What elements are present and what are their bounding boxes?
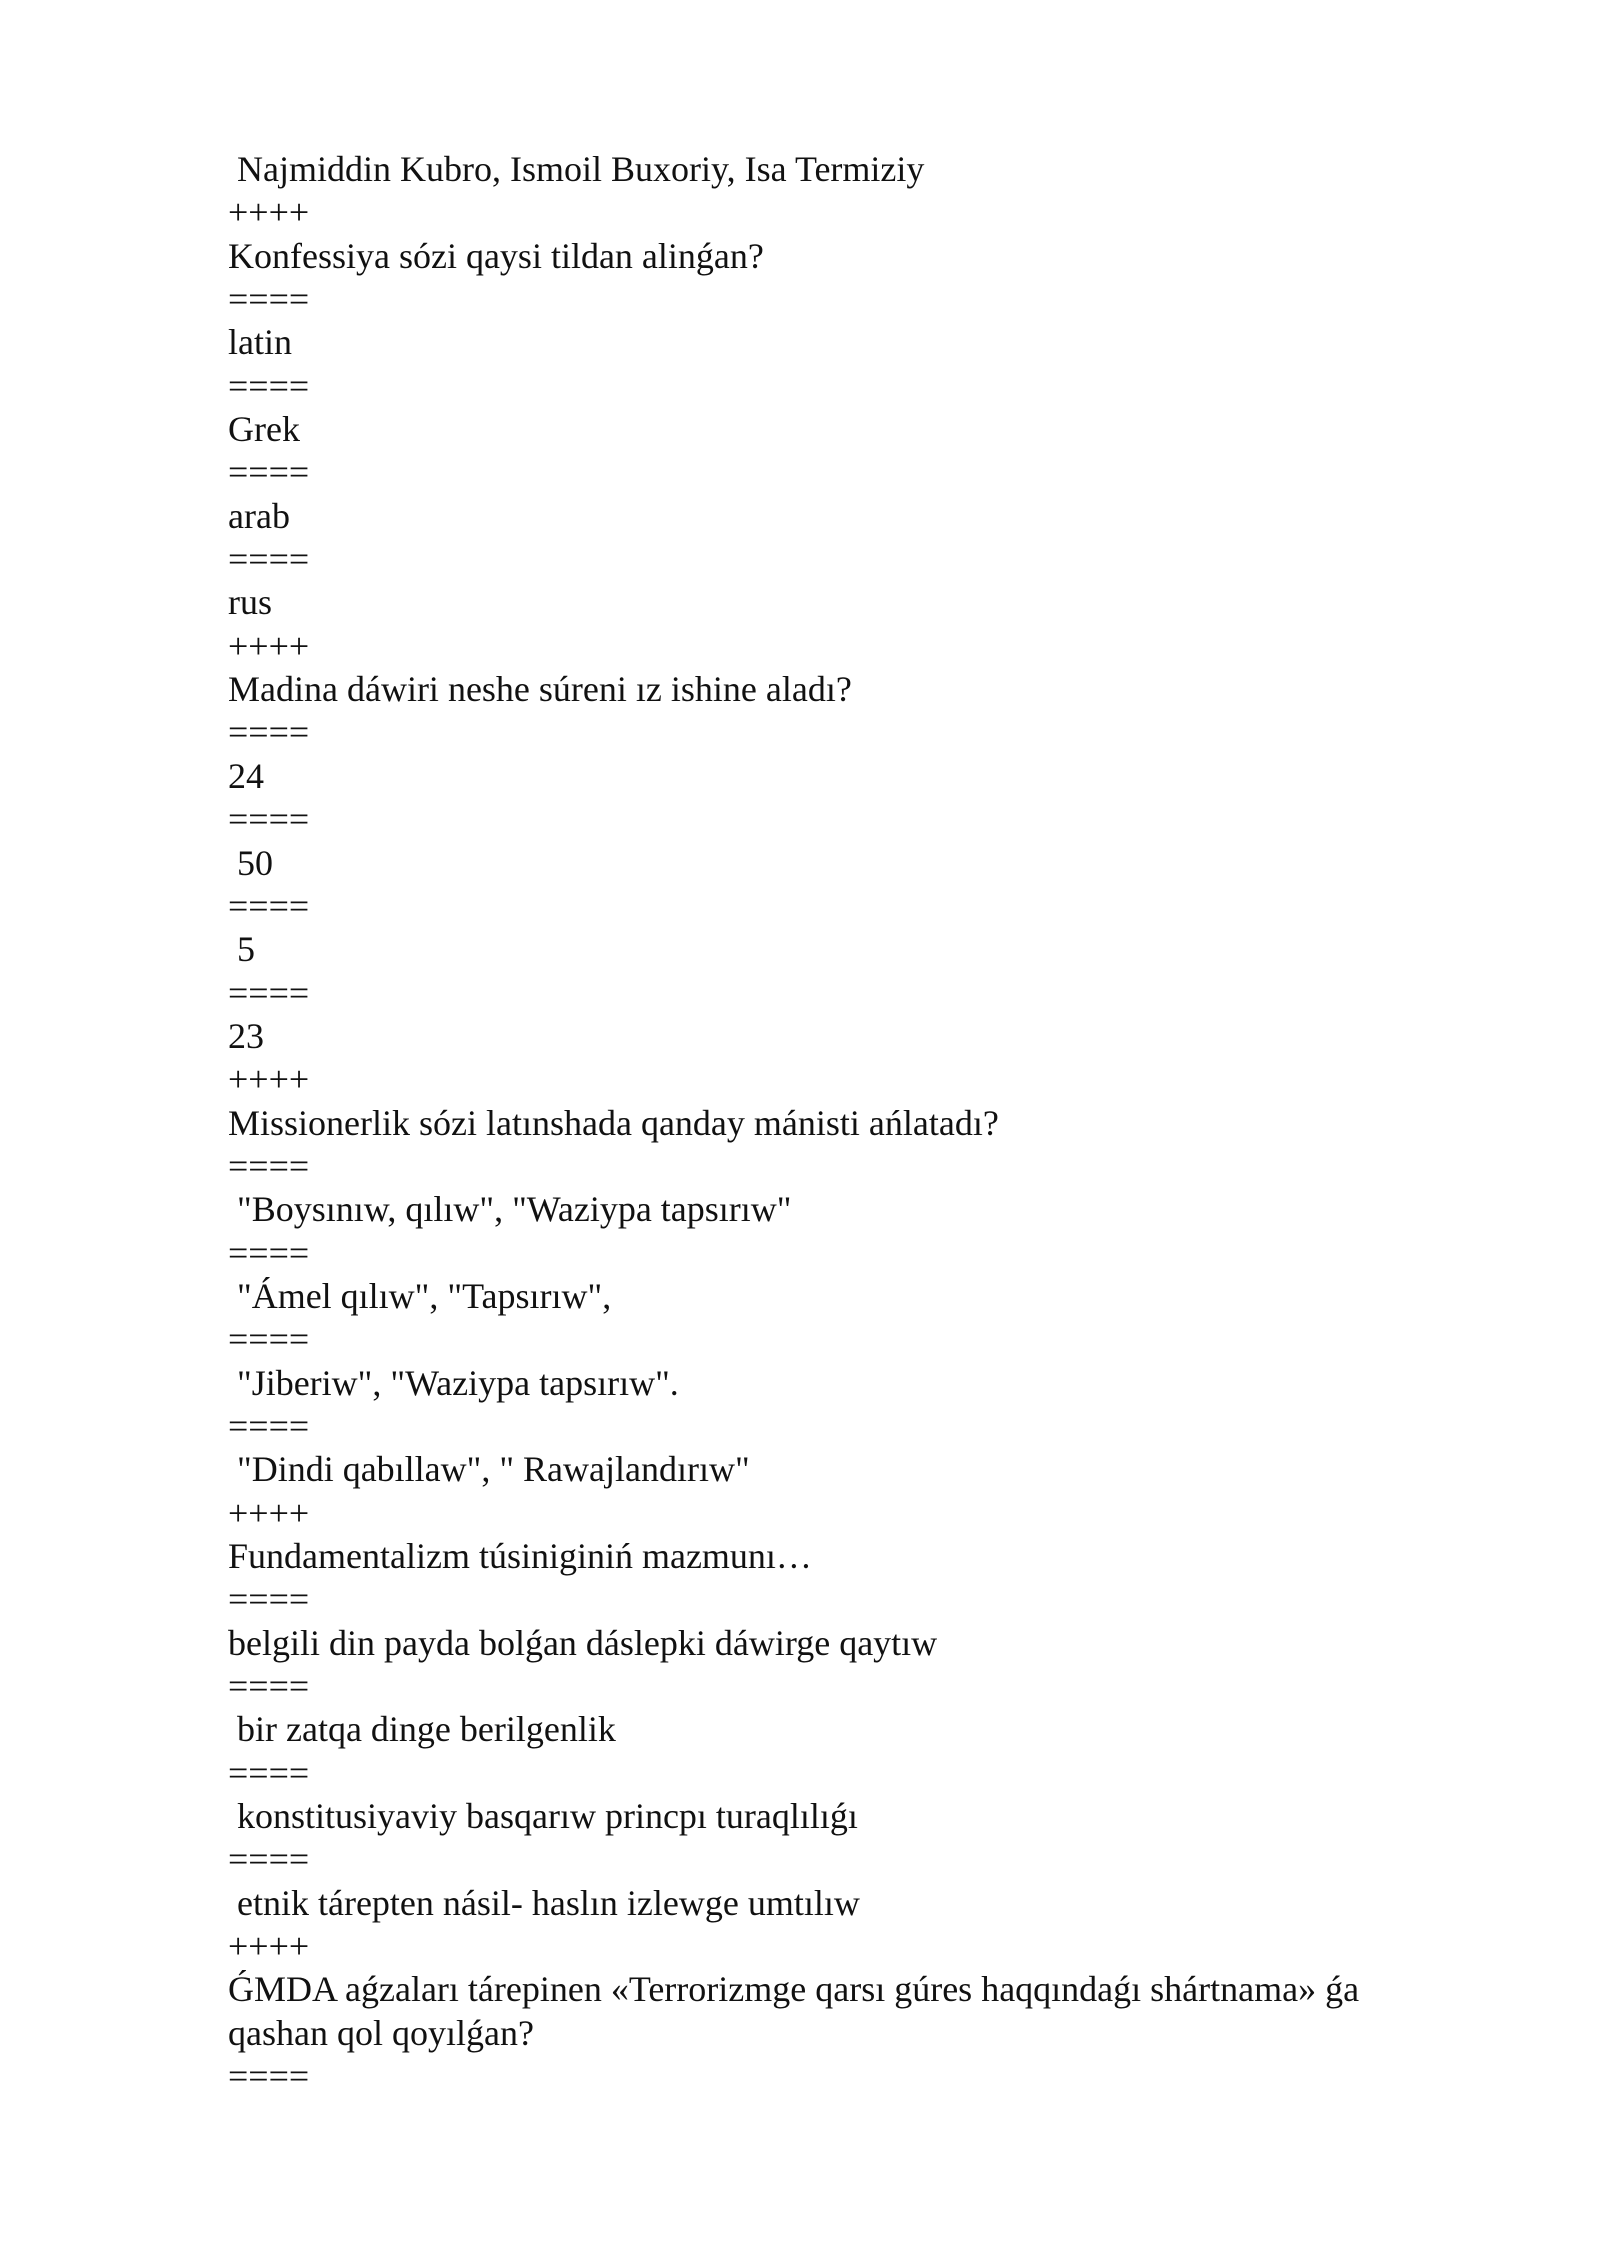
option-separator: ==== [228, 365, 310, 406]
option-separator: ==== [228, 1405, 310, 1446]
answer-option: 24 [228, 755, 264, 796]
answer-option: rus [228, 582, 272, 623]
option-separator: ==== [228, 885, 310, 926]
option-separator: ==== [228, 1666, 310, 1707]
option-separator: ==== [228, 452, 310, 493]
answer-option: etnik tárepten násil- haslın izlewge umtılıw [228, 1882, 860, 1923]
question-separator: ++++ [228, 1926, 310, 1967]
question-separator: ++++ [228, 1492, 310, 1533]
option-separator: ==== [228, 1145, 310, 1186]
answer-option: konstitusiyaviy basqarıw princpı turaqlılıǵı [228, 1796, 858, 1837]
answer-option: 5 [228, 929, 255, 970]
answer-option: "Ámel qılıw", "Tapsırıw", [228, 1275, 612, 1316]
answer-option: 23 [228, 1015, 264, 1056]
answer-option: bir zatqa dinge berilgenlik [228, 1709, 616, 1750]
option-separator: ==== [228, 539, 310, 580]
question-text: Fundamentalizm túsiniginiń mazmunı… [228, 1536, 812, 1576]
option-separator: ==== [228, 2056, 310, 2097]
answer-option: Najmiddin Kubro, Ismoil Buxoriy, Isa Termiziy [228, 149, 925, 189]
answer-option: belgili din payda bolǵan dáslepki dáwirge qaytıw [228, 1622, 938, 1663]
option-separator: ==== [228, 1232, 310, 1273]
answer-option: 50 [228, 842, 273, 883]
option-separator: ==== [228, 1839, 310, 1880]
question-text: Madina dáwiri neshe súreni ız ishine aladı? [228, 669, 852, 710]
option-separator: ==== [228, 972, 310, 1013]
answer-option: "Jiberiw", "Waziypa tapsırıw". [228, 1362, 679, 1403]
question-text-continued: qashan qol qoyılǵan? [228, 2012, 534, 2053]
question-separator: ++++ [228, 1059, 310, 1100]
option-separator: ==== [228, 1319, 310, 1360]
answer-option: Grek [228, 409, 300, 450]
option-separator: ==== [228, 712, 310, 753]
answer-option: "Boysınıw, qılıw", "Waziypa tapsırıw" [228, 1189, 792, 1230]
option-separator: ==== [228, 279, 310, 320]
question-text: Konfessiya sózi qaysi tildan alinǵan? [228, 235, 764, 276]
option-separator: ==== [228, 1579, 310, 1620]
document-page [228, 148, 1478, 2098]
option-separator: ==== [228, 1752, 310, 1793]
option-separator: ==== [228, 799, 310, 840]
answer-option: arab [228, 495, 290, 536]
question-text: Missionerlik sózi latınshada qanday mánisti ańlatadı? [228, 1102, 999, 1143]
answer-option: latin [228, 322, 292, 363]
question-separator: ++++ [228, 192, 310, 233]
answer-option: "Dindi qabıllaw", " Rawajlandırıw" [228, 1449, 750, 1490]
question-separator: ++++ [228, 625, 310, 666]
question-text: ǴMDA aǵzaları tárepinen «Terrorizmge qarsı gúres haqqındaǵı shártnama» ǵa [228, 1969, 1360, 2010]
